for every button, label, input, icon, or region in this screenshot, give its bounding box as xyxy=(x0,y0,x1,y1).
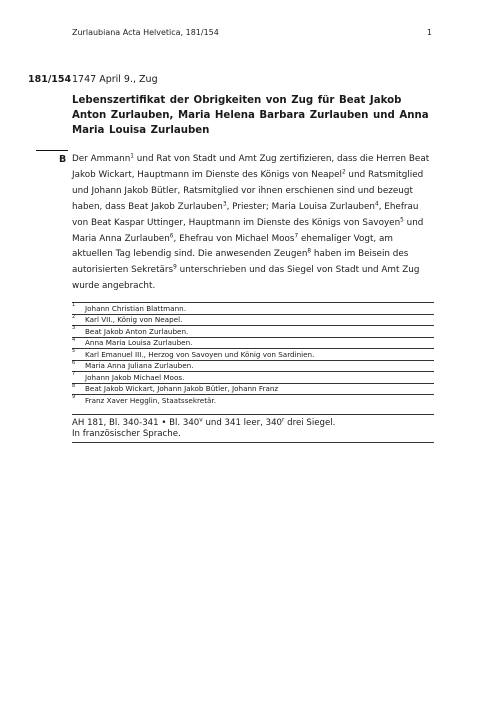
footnote-text: Beat Jakob Anton Zurlauben. xyxy=(85,326,189,336)
text-run: drei Siegel. xyxy=(284,418,336,428)
footnote-reference: 1 xyxy=(130,153,134,160)
archive-note xyxy=(72,414,434,443)
footnote-item xyxy=(72,383,434,395)
text-type-marker: B xyxy=(59,154,67,165)
footnote-reference: 9 xyxy=(173,264,177,271)
regest-body xyxy=(72,152,434,295)
footnote-item xyxy=(72,302,434,314)
footnote-number: 3 xyxy=(72,325,76,331)
footnote-reference: r xyxy=(282,417,285,424)
footnote-list xyxy=(72,302,434,406)
footnote-text: Anna Maria Louisa Zurlauben. xyxy=(85,338,193,347)
text-run: , Priester; Maria Louisa Zurlauben xyxy=(226,201,375,212)
text-run: AH 181, Bl. 340-341 • Bl. 340 xyxy=(72,418,200,428)
footnote-reference: 2 xyxy=(341,169,346,176)
document-date: 1747 April 9., Zug xyxy=(72,74,158,85)
series-title: Zurlaubiana Acta Helvetica, 181/154 xyxy=(72,28,219,37)
text-run: ehemaliger Vogt, am aktuellen Tag lebendig sind. Die anwesenden Zeugen xyxy=(72,233,393,260)
footnote-text: Maria Anna Juliana Zurlauben. xyxy=(85,361,194,370)
footnote-text: Beat Jakob Wickart, Johann Jakob Bütler, Johann Franz xyxy=(85,384,279,393)
text-run: und Rat von Stadt und Amt Zug zertifizieren, dass die Herren Beat Jakob Wickart, Hauptmann im Dienste des Königs von Neapel xyxy=(72,154,430,180)
footnote-number: 6 xyxy=(72,359,76,366)
footnote-reference: v xyxy=(199,417,203,424)
footnote-reference: 8 xyxy=(307,248,312,255)
text-run: unterschrieben und das Siegel von Stadt und Amt Zug wurde angebracht. xyxy=(72,265,420,292)
footnote-text: Karl VII., König von Neapel. xyxy=(85,315,183,324)
text-run: und 341 leer, 340 xyxy=(202,418,283,428)
footnote-text: Karl Emanuel III., Herzog von Savoyen und König von Sardinien. xyxy=(85,349,315,359)
footnote-reference: 6 xyxy=(169,233,174,240)
footnote-reference: 7 xyxy=(294,233,299,240)
page-number: 1 xyxy=(426,28,432,37)
footnote-reference: 3 xyxy=(222,201,227,208)
text-run: Der Ammann xyxy=(72,154,131,164)
footnote-item xyxy=(72,337,434,349)
footnote-number: 8 xyxy=(72,382,76,389)
footnote-number: 5 xyxy=(72,348,76,354)
text-run: und Maria Anna Zurlauben xyxy=(72,217,424,244)
footnote-item xyxy=(72,348,434,360)
footnote-item xyxy=(72,325,434,337)
archive-reference xyxy=(72,418,434,429)
text-run: haben im Beisein des autorisierten Sekretärs xyxy=(72,249,409,276)
footnote-number: 1 xyxy=(72,302,76,308)
text-run: und Ratsmitglied und Johann Jakob Bütler, Ratsmitglied vor ihnen erschienen sind und bezeugt haben, dass Beat Jakob Zurlauben xyxy=(72,169,424,212)
language-note: In französischer Sprache. xyxy=(72,429,181,439)
text-run: , Ehefrau von Beat Kaspar Uttinger, Hauptmann im Dienste des Königs von Savoyen xyxy=(72,201,419,228)
footnote-text: Franz Xaver Hegglin, Staatssekretär. xyxy=(85,395,216,405)
footnote-reference: 4 xyxy=(374,201,379,208)
document-title: Lebenszertifikat der Obrigkeiten von Zug für Beat Jakob Anton Zurlauben, Maria Helena Barbara Zurlauben und Anna Maria Louisa Zurlauben xyxy=(72,95,429,136)
footnote-text: Johann Jakob Michael Moos. xyxy=(85,372,185,382)
footnote-item xyxy=(72,314,434,326)
footnote-item xyxy=(72,371,434,383)
footnote-number: 4 xyxy=(72,336,76,343)
footnote-item xyxy=(72,394,434,406)
footnote-text: Johann Christian Blattmann. xyxy=(85,303,186,313)
document-number: 181/154 xyxy=(28,74,72,85)
footnote-number: 9 xyxy=(72,394,76,400)
footnote-number: 2 xyxy=(72,313,76,320)
footnote-reference: 5 xyxy=(400,217,404,224)
footnote-item xyxy=(72,360,434,372)
running-header xyxy=(72,28,432,37)
text-run: , Ehefrau von Michael Moos xyxy=(173,233,295,244)
section-rule xyxy=(36,150,68,151)
footnote-number: 7 xyxy=(72,371,76,377)
